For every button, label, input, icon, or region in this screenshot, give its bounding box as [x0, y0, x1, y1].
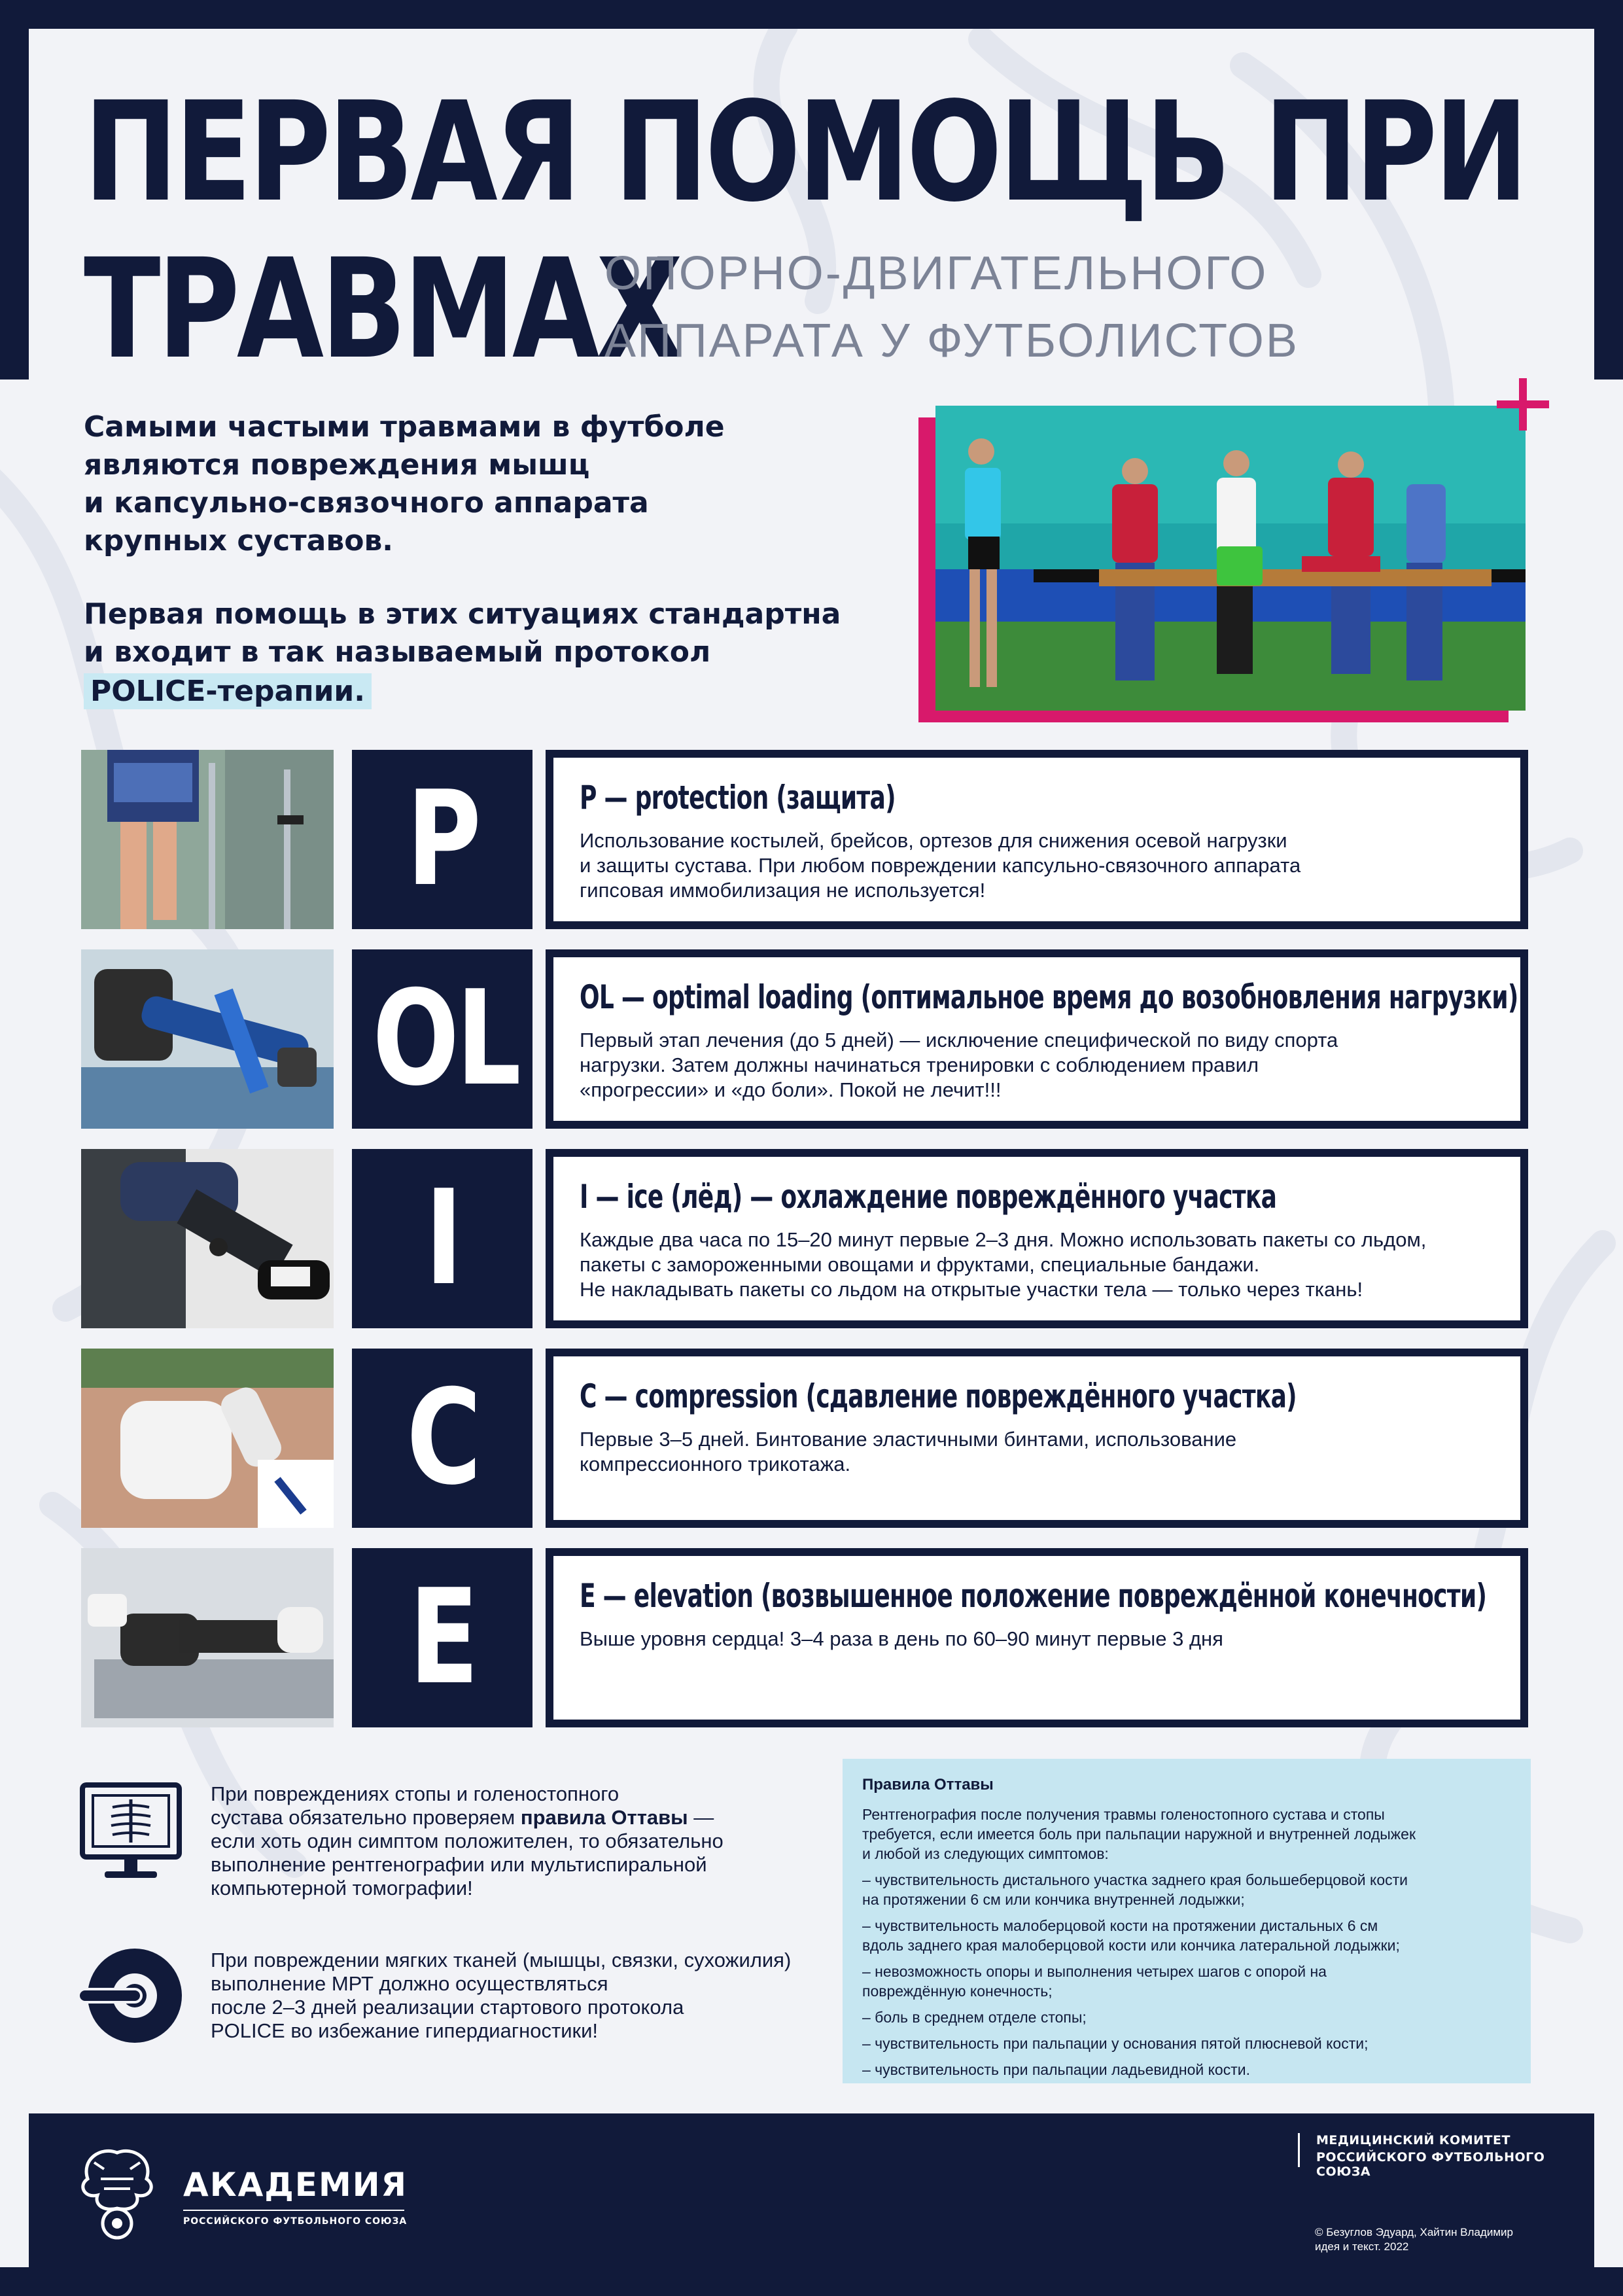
- ottawa-line: повреждённую конечность;: [862, 1983, 1053, 2000]
- academy-subtitle: РОССИЙСКОГО ФУТБОЛЬНОГО СОЮЗА: [183, 2216, 408, 2227]
- subtitle-line-1: ОПОРНО-ДВИГАТЕЛЬНОГО: [604, 247, 1268, 300]
- card-heading: P — protection (защита): [580, 779, 896, 817]
- card-heading: C — compression (сдавление повреждённого участка): [580, 1377, 1297, 1415]
- ottawa-title: Правила Оттавы: [862, 1776, 994, 1793]
- title-line-2: ТРАВМАХ: [84, 229, 680, 389]
- info-line: компьютерной томографии!: [211, 1877, 473, 1899]
- card-heading: OL — optimal loading (оптимальное время до возобновления нагрузки): [580, 978, 1518, 1016]
- card-text: [580, 1627, 1494, 1651]
- title-line-1: ПЕРВАЯ ПОМОЩЬ ПРИ: [84, 72, 1526, 232]
- intro-line: и капсульно-связочного аппарата: [84, 486, 649, 520]
- info-line: после 2–3 дней реализации стартового протокола: [211, 1996, 684, 2019]
- police-card-protection: [546, 750, 1528, 929]
- bottom-frame-bar: [0, 2267, 1623, 2296]
- police-card-optimal-loading: [546, 949, 1528, 1129]
- info-line: [211, 1806, 819, 1829]
- ottawa-line: на протяжении 6 см или кончика внутренней лодыжки;: [862, 1891, 1245, 1908]
- intro-paragraph-1: [84, 408, 875, 560]
- intro-line: Первая помощь в этих ситуациях стандартна: [84, 597, 841, 631]
- card-text: [580, 1427, 1494, 1477]
- card-text-line: «прогрессии» и «до боли». Покой не лечит!!!: [580, 1078, 1002, 1101]
- ottawa-criterion: [862, 1916, 1511, 1955]
- police-letter-e: E: [352, 1548, 532, 1727]
- info-line: если хоть один симптом положителен, то обязательно: [211, 1829, 724, 1852]
- ottawa-line: вдоль заднего края малоберцовой кости или кончика латеральной лодыжки;: [862, 1937, 1400, 1954]
- card-text-line: Первый этап лечения (до 5 дней) — исключение специфической по виду спорта: [580, 1029, 1338, 1051]
- double-headed-eagle-emblem-icon: [75, 2140, 160, 2244]
- ottawa-criterion: [862, 2034, 1511, 2053]
- card-text-line: Первые 3–5 дней. Бинтование эластичными бинтами, использование: [580, 1428, 1237, 1451]
- card-text-line: гипсовая иммобилизация не используется!: [580, 879, 986, 902]
- subtitle-line-2: АППАРАТА У ФУТБОЛИСТОВ: [604, 315, 1299, 367]
- intro-line: являются повреждения мышц: [84, 448, 590, 482]
- ottawa-criterion: [862, 2007, 1511, 2027]
- card-text: [580, 1028, 1494, 1103]
- intro-line: и входит в так называемый протокол: [84, 635, 711, 669]
- credits-line-1: © Безуглов Эдуард, Хайтин Владимир: [1315, 2226, 1513, 2238]
- ottawa-line: – невозможность опоры и выполнения четырех шагов с опорой на: [862, 1963, 1327, 1980]
- ottawa-line: – чувствительность при пальпации ладьевидной кости.: [862, 2061, 1250, 2078]
- card-text: [580, 828, 1494, 903]
- ottawa-line: – боль в среднем отделе стопы;: [862, 2009, 1087, 2026]
- right-frame-bar: [1594, 0, 1623, 380]
- police-letter-i: I: [352, 1149, 532, 1328]
- police-highlight: POLICE-терапии.: [84, 673, 372, 709]
- photo-band-exercise: [81, 949, 334, 1129]
- info-line: При повреждениях стопы и голеностопного: [211, 1782, 620, 1805]
- info-line: При повреждении мягких тканей (мышцы, связки, сухожилия): [211, 1949, 792, 1971]
- info-line: выполнение МРТ должно осуществляться: [211, 1972, 608, 1995]
- top-frame-bar: [0, 0, 1623, 29]
- ottawa-criterion: [862, 1870, 1511, 1909]
- mri-info-text: [211, 1949, 819, 2043]
- photo-elevation: [81, 1548, 334, 1727]
- committee-line-1: МЕДИЦИНСКИЙ КОМИТЕТ: [1316, 2133, 1510, 2147]
- hero-photo: [935, 406, 1526, 711]
- left-frame-bar: [0, 0, 29, 380]
- card-heading: I — ice (лёд) — охлаждение повреждённого участка: [580, 1178, 1277, 1216]
- card-text-line: и защиты сустава. При любом повреждении капсульно-связочного аппарата: [580, 854, 1301, 877]
- police-letter-p: P: [352, 750, 532, 929]
- card-text-line: Выше уровня сердца! 3–4 раза в день по 60–90 минут первые 3 дня: [580, 1627, 1223, 1650]
- ottawa-line: – чувствительность малоберцовой кости на протяжении дистальных 6 см: [862, 1917, 1378, 1934]
- xray-monitor-icon: [79, 1781, 183, 1886]
- card-text-line: компрессионного трикотажа.: [580, 1453, 851, 1475]
- footer: [29, 2113, 1594, 2267]
- committee-divider: [1298, 2133, 1300, 2167]
- ottawa-criterion: [862, 1962, 1511, 2001]
- info-text-part: —: [688, 1806, 714, 1829]
- ottawa-line: – чувствительность дистального участка заднего края большеберцовой кости: [862, 1871, 1408, 1888]
- committee-line-2: РОССИЙСКОГО ФУТБОЛЬНОГО СОЮЗА: [1316, 2150, 1545, 2179]
- card-text-line: Использование костылей, брейсов, ортезов для снижения осевой нагрузки: [580, 829, 1287, 852]
- ottawa-intro: [862, 1805, 1511, 1863]
- plus-icon-vertical: [1519, 378, 1527, 431]
- info-text-part: сустава обязательно проверяем: [211, 1806, 521, 1829]
- ottawa-line: – чувствительность при пальпации у основания пятой плюсневой кости;: [862, 2035, 1369, 2052]
- academy-divider: [183, 2210, 404, 2211]
- police-card-ice: [546, 1149, 1528, 1328]
- police-letter-ol: OL: [352, 949, 532, 1129]
- info-line: выполнение рентгенографии или мультиспиральной: [211, 1853, 707, 1876]
- mri-scanner-icon: [79, 1943, 183, 2048]
- ottawa-intro-line: и любой из следующих симптомов:: [862, 1845, 1109, 1862]
- card-text-line: Каждые два часа по 15–20 минут первые 2–3 дня. Можно использовать пакеты со льдом,: [580, 1228, 1427, 1251]
- xray-info-text: [211, 1782, 819, 1900]
- academy-logo-text: АКАДЕМИЯ: [183, 2166, 408, 2204]
- ottawa-intro-line: требуется, если имеется боль при пальпации наружной и внутренней лодыжек: [862, 1826, 1416, 1843]
- card-text-line: пакеты с замороженными овощами и фруктами, специальные бандажи.: [580, 1253, 1260, 1276]
- card-heading: E — elevation (возвышенное положение повреждённой конечности): [580, 1577, 1487, 1615]
- police-card-compression: [546, 1349, 1528, 1528]
- card-text-line: Не накладывать пакеты со льдом на открытые участки тела — только через ткань!: [580, 1278, 1363, 1301]
- intro-paragraph-2: [84, 595, 875, 711]
- photo-crutches: [81, 750, 334, 929]
- photo-bandage: [81, 1349, 334, 1528]
- ottawa-rules-box: [843, 1759, 1531, 2083]
- card-text: [580, 1227, 1494, 1302]
- photo-ice-brace: [81, 1149, 334, 1328]
- police-letter-c: C: [352, 1349, 532, 1528]
- credits-line-2: идея и текст. 2022: [1315, 2240, 1409, 2253]
- ottawa-criterion: [862, 2060, 1511, 2079]
- police-card-elevation: [546, 1548, 1528, 1727]
- ottawa-intro-line: Рентгенография после получения травмы голеностопного сустава и стопы: [862, 1806, 1385, 1823]
- intro-line: крупных суставов.: [84, 524, 393, 557]
- intro-line: Самыми частыми травмами в футболе: [84, 410, 725, 444]
- ottawa-rules-reference: правила Оттавы: [520, 1806, 688, 1829]
- card-text-line: нагрузки. Затем должны начинаться тренировки с соблюдением правил: [580, 1053, 1259, 1076]
- info-line: POLICE во избежание гипердиагностики!: [211, 2019, 599, 2042]
